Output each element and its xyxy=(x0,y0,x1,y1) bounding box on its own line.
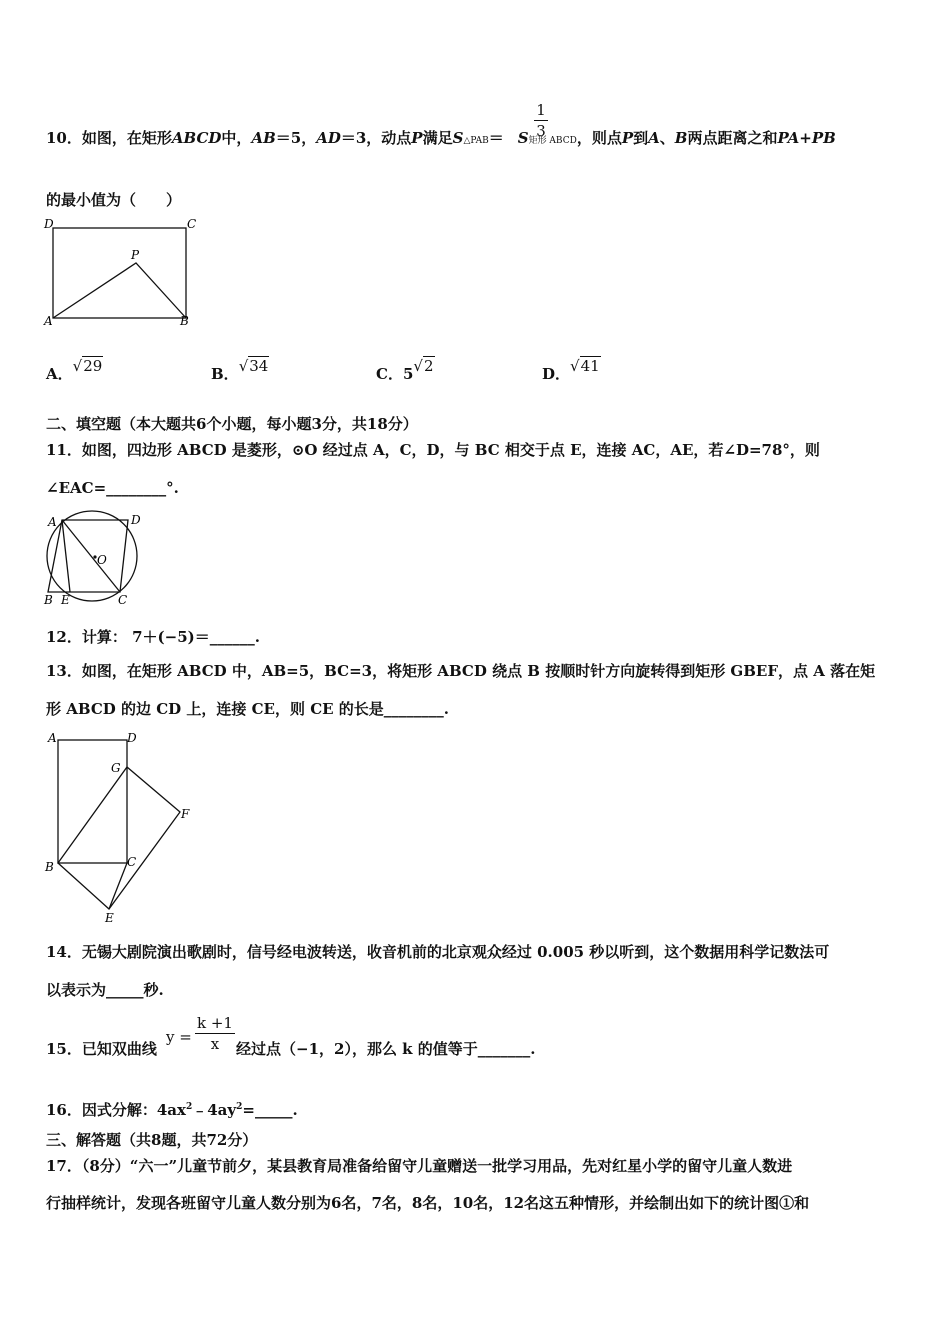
q15-prefix: 15．已知双曲线 xyxy=(46,1040,157,1058)
q10-label-p: P xyxy=(131,248,140,262)
q11-line2: ∠EAC=________°. xyxy=(46,479,179,497)
q13-label-e: E xyxy=(105,911,114,925)
q13-label-d: D xyxy=(127,731,137,745)
q15-frac-den: x xyxy=(210,1035,220,1053)
q13-label-c: C xyxy=(127,855,137,869)
q17-line1: 17．（8分）“六一”儿童节前夕，某县教育局准备给留守儿童赠送一批学习用品，先对红星小学的留守儿童人数进 xyxy=(46,1157,793,1175)
q14-line1: 14．无锡大剧院演出歌剧时，信号经电波转送，收音机前的北京观众经过 0.005 秒以听到，这个数据用科学记数法可 xyxy=(46,943,830,961)
q10-line1: 10．如图，在矩形ABCD中，AB＝5，AD＝3，动点P满足S△PAB＝ S矩形 ABCD，则点P到A、B两点距离之和PA+PB xyxy=(46,129,836,147)
section3-title: 三、解答题（共8题，共72分） xyxy=(46,1131,258,1149)
q11-figure xyxy=(40,510,150,610)
q10-frac-num: 1 xyxy=(534,100,548,121)
q10-figure xyxy=(40,215,210,333)
q13-line2: 形 ABCD 的边 CD 上，连接 CE，则 CE 的长是________. xyxy=(46,700,450,718)
q11-label-o: O xyxy=(97,553,107,567)
q10-label-b: B xyxy=(180,314,189,328)
q16-line1: 16．因式分解：$4ax^2﹣4ay^2=\_\_\_\_\_$. xyxy=(46,1101,298,1119)
q11-line1: 11．如图，四边形 ABCD 是菱形，⊙O 经过点 A，C，D，与 BC 相交于点 E，连接 AC，AE，若∠D=78°，则 xyxy=(46,441,820,459)
q10-frac-den: 3 xyxy=(536,122,546,140)
q13-label-a: A xyxy=(48,731,57,745)
q10-choice-c[interactable]: C．5√2 xyxy=(376,357,434,383)
q11-label-a: A xyxy=(48,515,57,529)
q13-label-f: F xyxy=(181,807,190,821)
q11-label-b: B xyxy=(44,593,53,607)
q11-label-c: C xyxy=(118,593,128,607)
q10-choice-a[interactable]: A．√29 xyxy=(46,357,103,383)
q13-figure xyxy=(40,727,200,927)
q15-frac-num: k +1 xyxy=(195,1013,235,1034)
q10-choice-d[interactable]: D．√41 xyxy=(542,357,600,383)
q15-fraction xyxy=(195,1013,235,1054)
q17-line2: 行抽样统计，发现各班留守儿童人数分别为6名，7名，8名，10名，12名这五种情形，并绘制出如下的统计图①和 xyxy=(46,1194,810,1212)
q10-fraction xyxy=(534,100,548,141)
q11-label-e: E xyxy=(61,593,70,607)
q12-line1: 12．计算： 7＋(−5)＝______. xyxy=(46,628,260,646)
q13-label-b: B xyxy=(45,860,54,874)
q10-label-d: D xyxy=(44,217,54,231)
q10-label-a: A xyxy=(44,314,53,328)
q10-line2: 的最小值为（ ） xyxy=(46,191,182,209)
q10-choice-b[interactable]: B．√34 xyxy=(211,357,269,383)
q14-line2: 以表示为_____秒. xyxy=(46,981,164,999)
q15-y-eq: y = xyxy=(166,1028,192,1046)
q10-label-c: C xyxy=(187,217,197,231)
q11-label-d: D xyxy=(131,513,141,527)
q13-label-g: G xyxy=(111,761,121,775)
q13-line1: 13．如图，在矩形 ABCD 中，AB=5，BC=3，将矩形 ABCD 绕点 B 按顺时针方向旋转得到矩形 GBEF，点 A 落在矩 xyxy=(46,662,876,680)
q15-suffix: 经过点（−1，2），那么 k 的值等于_______. xyxy=(236,1040,536,1058)
section2-title: 二、填空题（本大题共6个小题，每小题3分，共18分） xyxy=(46,415,418,433)
